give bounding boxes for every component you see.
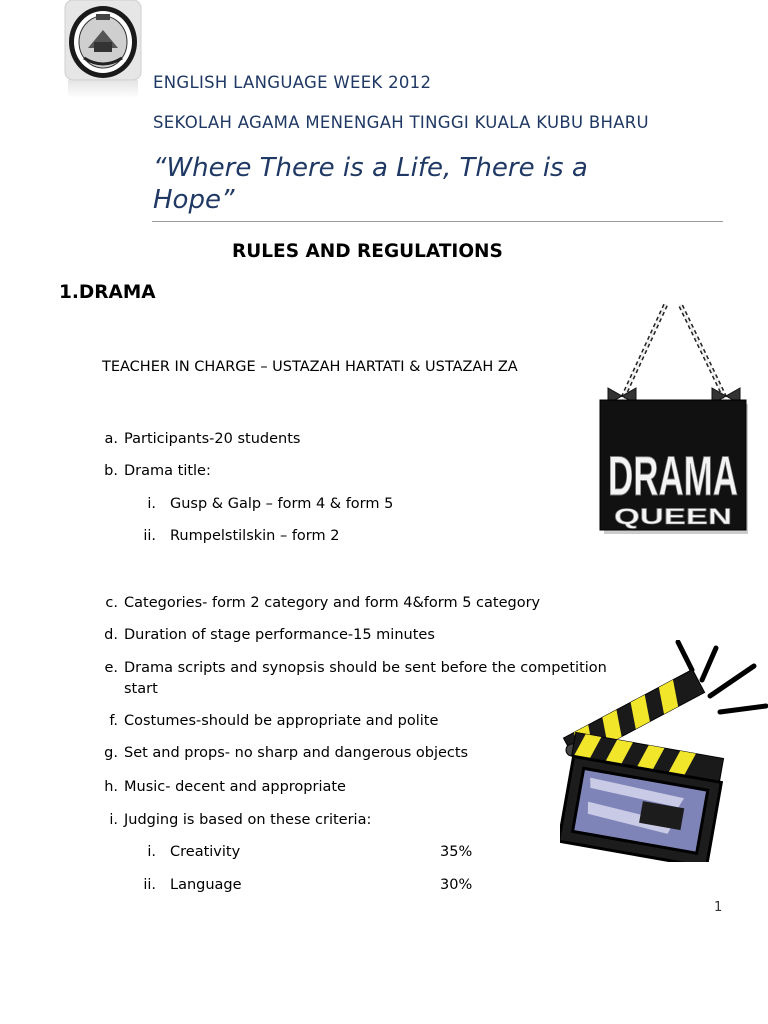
subitem-marker: i. — [147, 496, 156, 512]
criteria-name: Language — [170, 877, 242, 893]
item-text: Categories- form 2 category and form 4&form 5 category — [124, 595, 541, 611]
clapperboard-image — [560, 640, 768, 862]
item-marker: e. — [104, 660, 118, 676]
document-title: RULES AND REGULATIONS — [232, 241, 503, 262]
criteria-marker: ii. — [143, 877, 156, 893]
teacher-in-charge: TEACHER IN CHARGE – USTAZAH HARTATI & USTAZAH ZA — [102, 359, 518, 375]
quote-line-1: “Where There is a Life, There is a — [153, 153, 588, 183]
item-marker: c. — [105, 595, 118, 611]
item-text: Costumes-should be appropriate and polite — [124, 713, 439, 729]
subitem-text: Rumpelstilskin – form 2 — [170, 528, 340, 544]
item-marker: i. — [109, 812, 118, 828]
section-heading: 1.DRAMA — [59, 282, 156, 303]
drama-queen-sign-image — [598, 300, 750, 536]
item-text: Duration of stage performance-15 minutes — [124, 627, 435, 643]
quote-line-2: Hope” — [153, 185, 235, 215]
subitem-marker: ii. — [143, 528, 156, 544]
item-text: Drama scripts and synopsis should be sent before the competition — [124, 660, 607, 676]
item-text: Participants-20 students — [124, 431, 301, 447]
item-marker: f. — [109, 713, 118, 729]
item-marker: b. — [104, 463, 118, 479]
item-marker: g. — [104, 745, 118, 761]
queen-sign-word: QUEEN — [614, 504, 732, 529]
item-marker: h. — [104, 779, 118, 795]
header-divider — [152, 221, 723, 222]
drama-sign-word: DRAMA — [608, 444, 738, 507]
item-text: Set and props- no sharp and dangerous objects — [124, 745, 469, 761]
criteria-weight: 35% — [440, 844, 473, 860]
subitem-text: Gusp & Galp – form 4 & form 5 — [170, 496, 394, 512]
criteria-name: Creativity — [170, 844, 241, 860]
event-title: ENGLISH LANGUAGE WEEK 2012 — [153, 73, 432, 92]
item-text: Music- decent and appropriate — [124, 779, 346, 795]
school-name: SEKOLAH AGAMA MENENGAH TINGGI KUALA KUBU BHARU — [153, 113, 649, 132]
item-text-continued: start — [124, 681, 158, 697]
criteria-weight: 30% — [440, 877, 473, 893]
criteria-marker: i. — [147, 844, 156, 860]
page-number: 1 — [714, 900, 723, 915]
school-logo — [64, 0, 142, 100]
item-text: Judging is based on these criteria: — [124, 812, 372, 828]
item-marker: a. — [104, 431, 118, 447]
item-text: Drama title: — [124, 463, 211, 479]
item-marker: d. — [104, 627, 118, 643]
